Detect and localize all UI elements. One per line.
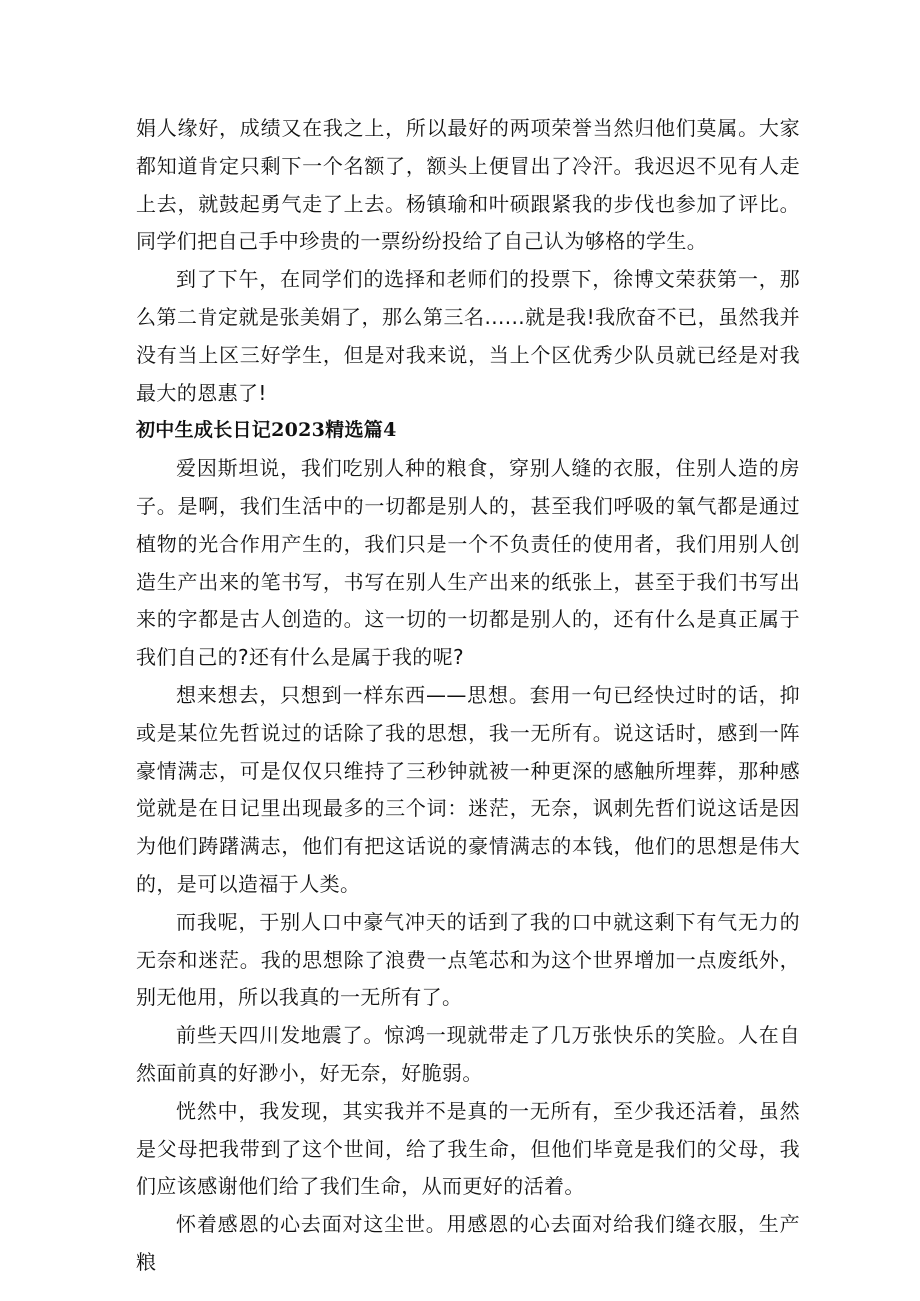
section-title: 初中生成长日记2023精选篇4 (136, 419, 397, 442)
paragraph-earthquake: 前些天四川发地震了。惊鸿一现就带走了几万张快乐的笑脸。人在自然面前真的好渺小，好无奈，好脆弱。 (136, 1023, 800, 1085)
paragraph-results: 到了下午，在同学们的选择和老师们的投票下，徐博文荣获第一，那么第二肯定就是张美娟了，那么第三名......就是我!我欣奋不已，虽然我并没有当上区三好学生，但是对我来说，当上个区优秀少队员就已经是对我最大的恩惠了! (136, 267, 800, 405)
paragraph-continued: 娟人缘好，成绩又在我之上，所以最好的两项荣誉当然归他们莫属。大家都知道肯定只剩下一个名额了，额头上便冒出了冷汗。我迟迟不见有人走上去，就鼓起勇气走了上去。杨镇瑜和叶硕跟紧我的步伐也参加了评比。同学们把自己手中珍贵的一票纷纷投给了自己认为够格的学生。 (136, 116, 800, 254)
paragraph-confusion: 而我呢，于别人口中豪气冲天的话到了我的口中就这剩下有气无力的无奈和迷茫。我的思想除了浪费一点笔芯和为这个世界增加一点废纸外，别无他用，所以我真的一无所有了。 (136, 909, 800, 1010)
document-body (136, 110, 800, 1282)
paragraph-einstein: 爱因斯坦说，我们吃别人种的粮食，穿别人缝的衣服，住别人造的房子。是啊，我们生活中的一切都是别人的，甚至我们呼吸的氧气都是通过植物的光合作用产生的，我们只是一个不负责任的使用者，我们用别人创造生产出来的笔书写，书写在别人生产出来的纸张上，甚至于我们书写出来的字都是古人创造的。这一切的一切都是别人的，还有什么是真正属于我们自己的?还有什么是属于我的呢? (136, 456, 800, 670)
paragraph-realization: 恍然中，我发现，其实我并不是真的一无所有，至少我还活着，虽然是父母把我带到了这个世间，给了我生命，但他们毕竟是我们的父母，我们应该感谢他们给了我们生命，从而更好的活着。 (136, 1098, 800, 1199)
paragraph-thoughts: 想来想去，只想到一样东西——思想。套用一句已经快过时的话，抑或是某位先哲说过的话除了我的思想，我一无所有。说这话时，感到一阵豪情满志，可是仅仅只维持了三秒钟就被一种更深的感触所埋葬，那种感觉就是在日记里出现最多的三个词：迷茫，无奈，讽刺先哲们说这话是因为他们踌躇满志，他们有把这话说的豪情满志的本钱，他们的思想是伟大的，是可以造福于人类。 (136, 682, 800, 896)
paragraph-gratitude: 怀着感恩的心去面对这尘世。用感恩的心去面对给我们缝衣服，生产粮 (136, 1212, 800, 1274)
